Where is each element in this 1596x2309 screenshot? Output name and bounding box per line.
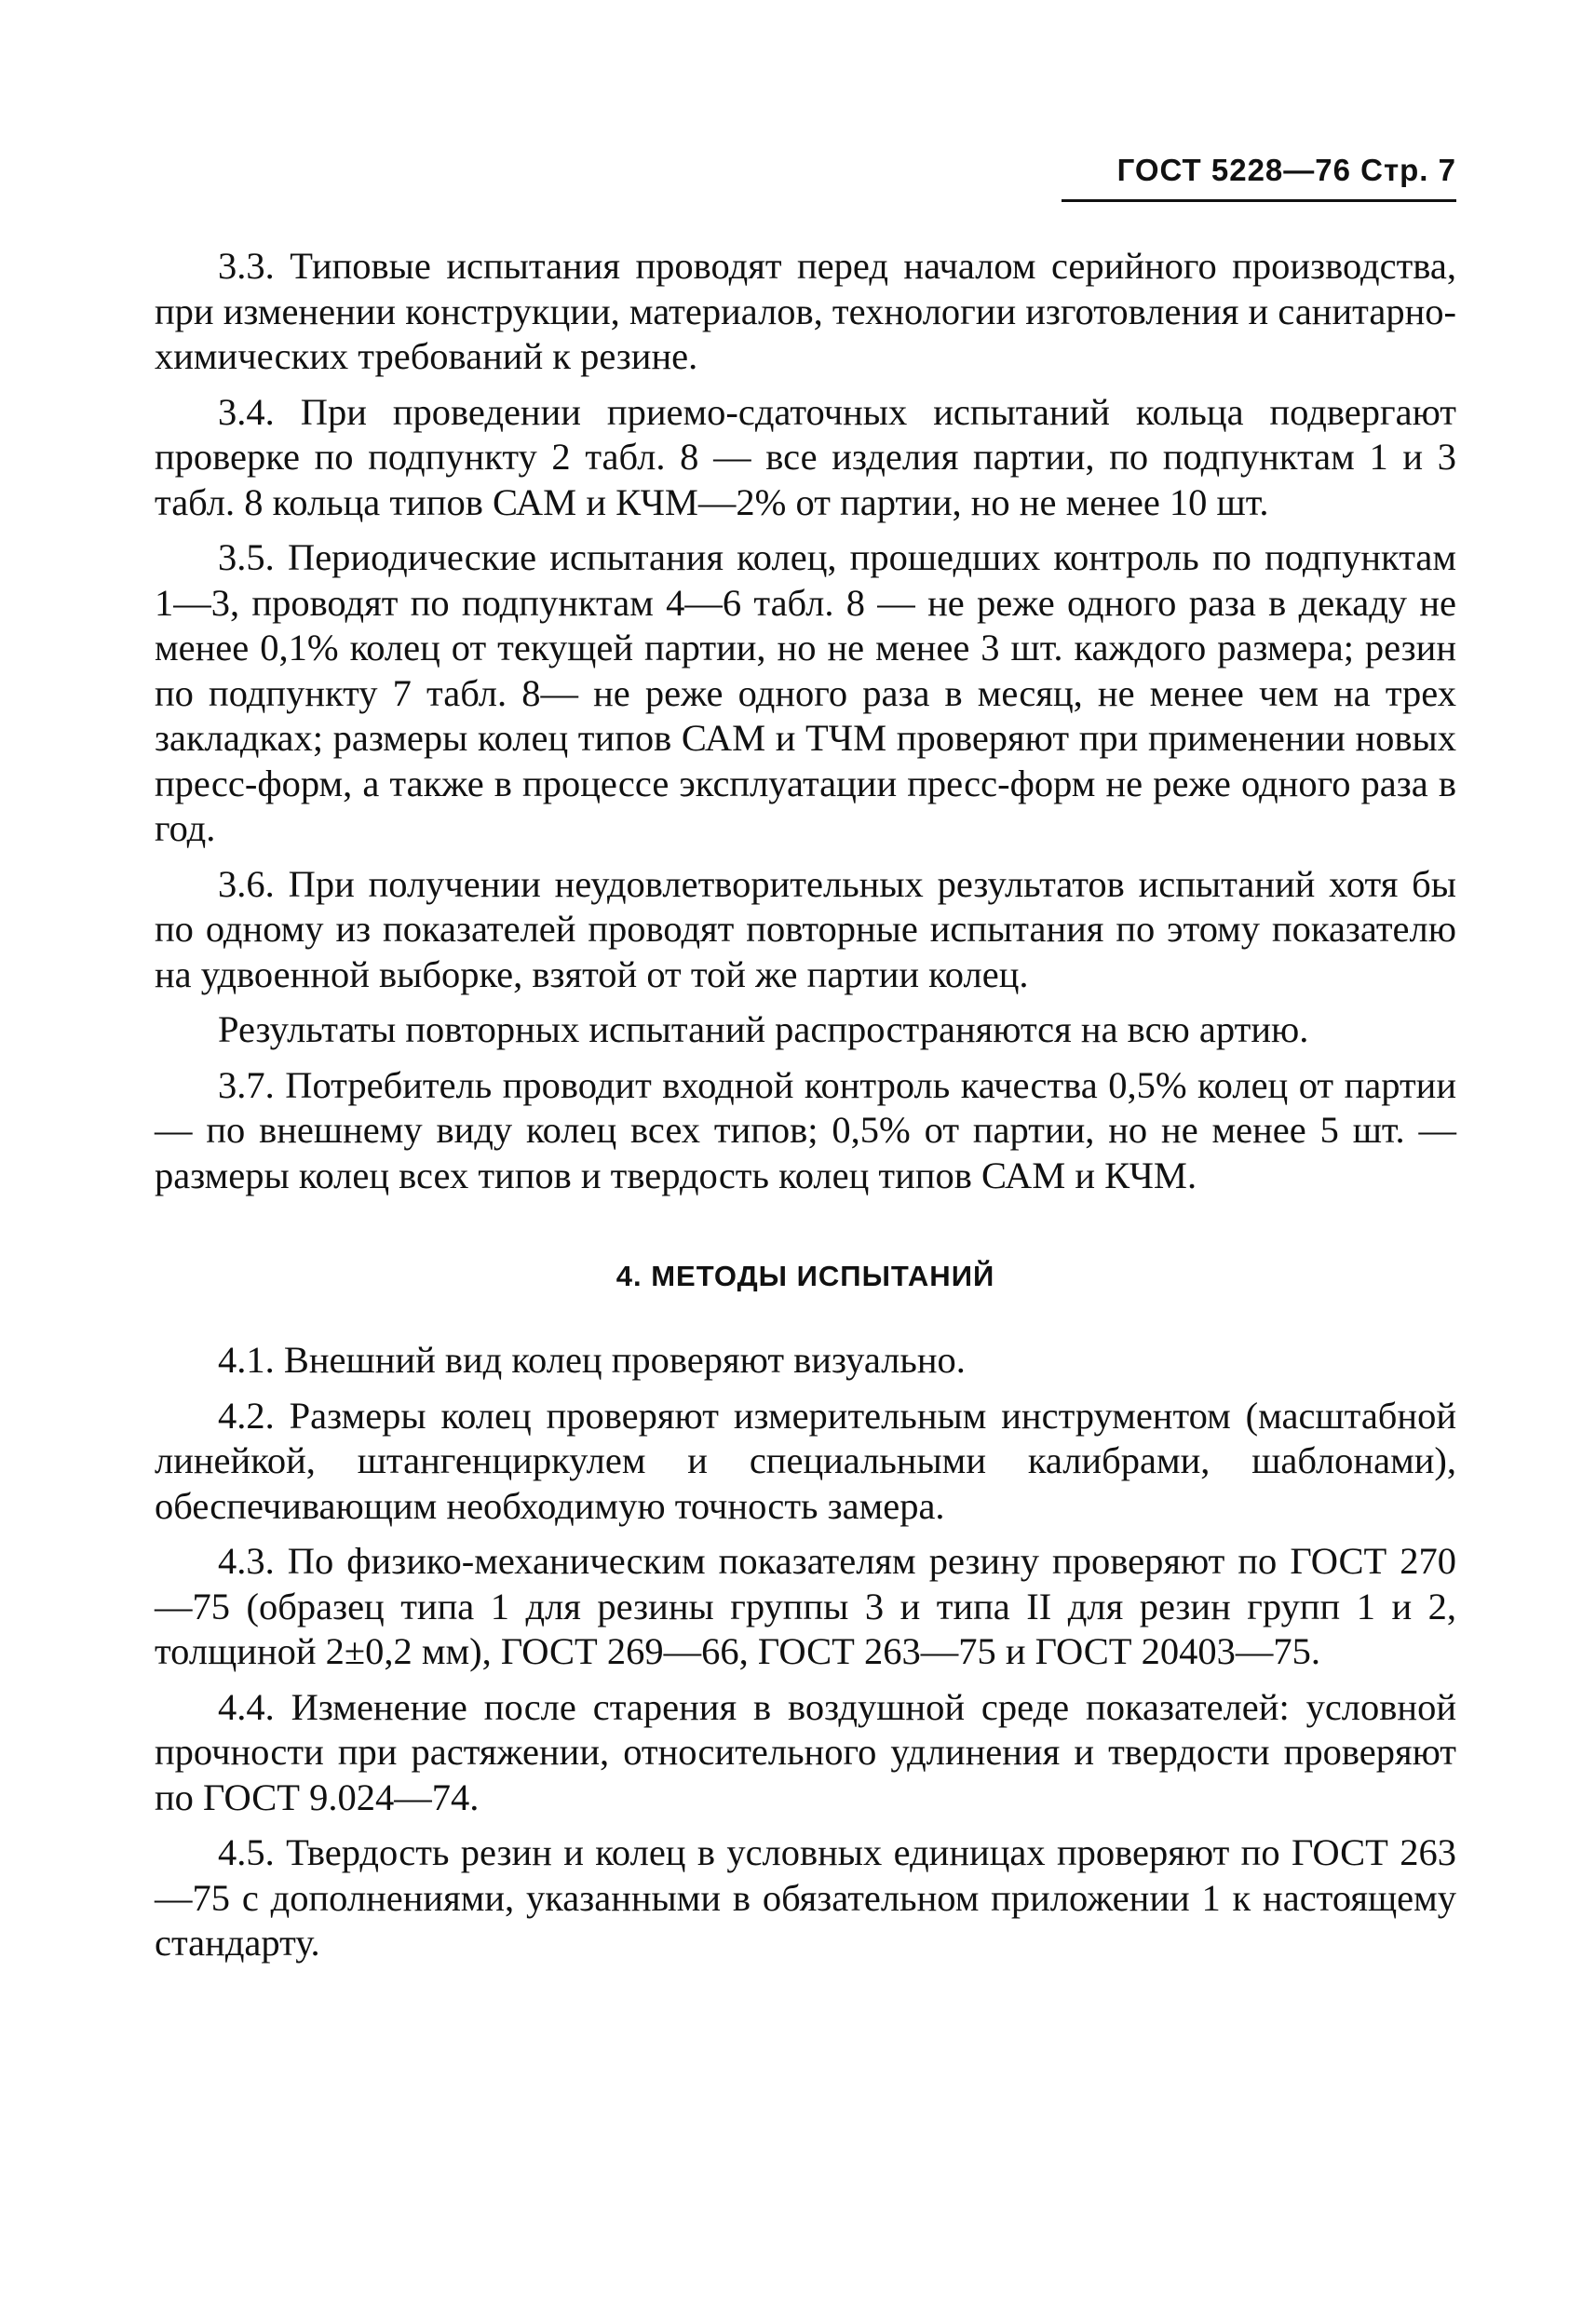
paragraph-4-2: 4.2. Размеры колец проверяют измерительным инструментом (масштабной линейкой, штангенциркулем и специальными калибрами, шаблонами), обеспечивающим необходимую точность замера. [155, 1394, 1456, 1527]
paragraph-4-1: 4.1. Внешний вид колец проверяют визуально. [218, 1339, 966, 1381]
paragraph-3-5: 3.5. Периодические испытания колец, прошедших контроль по подпунктам 1—3, проводят по подпунктам 4—6 табл. 8 — не реже одного раза в декаду не менее 0,1% колец от текущей партии, но не менее 3 шт. каждого размера; резин по подпункту 7 табл. 8— не реже одного раза в месяц, не менее чем на трех закладках; размеры колец типов САМ и ТЧМ проверяют при применении новых пресс-форм, а также в процессе эксплуатации пресс-форм не реже одного раза в год. [155, 536, 1456, 849]
paragraph-4-3: 4.3. По физико-механическим показателям резину проверяют по ГОСТ 270—75 (образец типа 1 для резины группы 3 и типа II для резин групп 1 и 2, толщиной 2±0,2 мм), ГОСТ 269—66, ГОСТ 263—75 и ГОСТ 20403—75. [155, 1540, 1456, 1672]
paragraph-3-4: 3.4. При проведении приемо-сдаточных испытаний кольца подвергают проверке по подпункту 2 табл. 8 — все изделия партии, по подпунктам 1 и 3 табл. 8 кольца типов САМ и КЧМ—2% от партии, но не менее 10 шт. [155, 390, 1456, 523]
document-body [155, 244, 1456, 1977]
section-4-heading: 4. МЕТОДЫ ИСПЫТАНИЙ [615, 1260, 995, 1292]
paragraph-3-6: 3.6. При получении неудовлетворительных результатов испытаний хотя бы по одному из показателей проводят повторные испытания по этому показателю на удвоенной выборке, взятой от той же партии колец. [155, 862, 1456, 995]
header-rule [1062, 199, 1456, 202]
paragraph-3-6-continued: Результаты повторных испытаний распространяются на всю артию. [218, 1008, 1309, 1050]
paragraph-4-4: 4.4. Изменение после старения в воздушной среде показателей: условной прочности при растяжении, относительного удлинения и твердости проверяют по ГОСТ 9.024—74. [155, 1685, 1456, 1818]
paragraph-3-3: 3.3. Типовые испытания проводят перед началом серийного производства, при изменении конструкции, материалов, технологии изготовления и санитарно-химических требований к резине. [155, 245, 1456, 377]
paragraph-3-7: 3.7. Потребитель проводит входной контроль качества 0,5% колец от партии — по внешнему виду колец всех типов; 0,5% от партии, но не менее 5 шт. — размеры колец всех типов и твердость колец типов САМ и КЧМ. [155, 1063, 1456, 1196]
paragraph-4-5: 4.5. Твердость резин и колец в условных единицах проверяют по ГОСТ 263—75 с дополнениями, указанными в обязательном приложении 1 к настоящему стандарту. [155, 1831, 1456, 1964]
page-header: ГОСТ 5228—76 Стр. 7 [1116, 153, 1456, 187]
